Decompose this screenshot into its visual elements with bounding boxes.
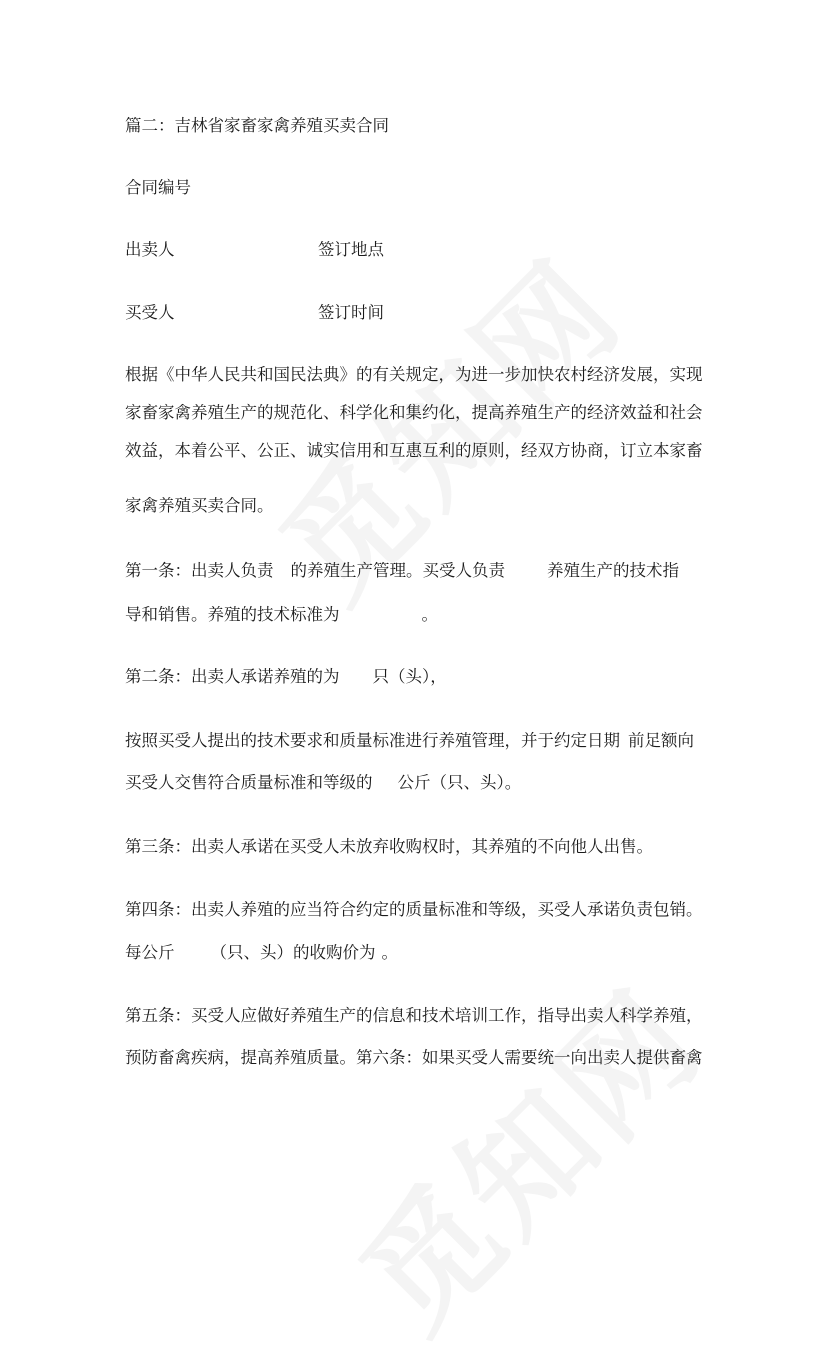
sign-time-label: 签订时间 [318, 303, 384, 322]
article-2-text: 按照买受人提出的技术要求和质量标准进行养殖管理，并于约定日期 [125, 731, 620, 750]
article-2-text: 买受人交售符合质量标准和等级的 [125, 773, 373, 792]
document-title: 篇二：吉林省家畜家禽养殖买卖合同 [125, 116, 389, 135]
article-5-line-1: 第五条：买受人应做好养殖生产的信息和技术培训工作，指导出卖人科学养殖， [125, 1006, 703, 1025]
article-4-text: （只、头）的收购价为 [210, 943, 376, 962]
buyer-label: 买受人 [125, 303, 175, 322]
article-2-text: 只（头）， [372, 667, 447, 686]
article-5-line-2: 预防畜禽疾病，提高养殖质量。第六条：如果买受人需要统一向出卖人提供畜禽 [125, 1048, 703, 1067]
preamble-line: 根据《中华人民共和国民法典》的有关规定，为进一步加快农村经济发展，实现 [125, 365, 703, 384]
seller-label: 出卖人 [125, 240, 175, 259]
article-1-line-2 [125, 605, 438, 625]
article-4-text: 每公斤 [125, 943, 175, 962]
article-1-line-1 [125, 561, 679, 581]
seller-row [125, 240, 175, 260]
article-2-text: 公斤（只、头）。 [397, 773, 522, 792]
article-1-text: 。 [421, 605, 438, 624]
article-1-text: 第一条：出卖人负责 [125, 561, 274, 580]
article-4-line-2 [125, 943, 398, 963]
article-4-line-1: 第四条：出卖人养殖的应当符合约定的质量标准和等级，买受人承诺负责包销。 [125, 900, 703, 919]
article-2-text: 第二条：出卖人承诺养殖的为 [125, 667, 340, 686]
preamble-line: 家禽养殖买卖合同。 [125, 496, 274, 515]
article-1-text: 的养殖生产管理。买受人负责 [290, 561, 505, 580]
article-1-text: 养殖生产的技术指 [547, 561, 679, 580]
article-1-text: 导和销售。养殖的技术标准为 [125, 605, 340, 624]
sign-place-label: 签订地点 [318, 240, 384, 259]
preamble-line: 效益，本着公平、公正、诚实信用和互惠互利的原则，经双方协商，订立本家畜 [125, 441, 703, 460]
article-4-text: 。 [381, 943, 398, 962]
article-2-line-2 [125, 731, 694, 751]
article-2-text: 前足额向 [628, 731, 694, 750]
contract-number-label: 合同编号 [125, 178, 191, 197]
article-2-line-3 [125, 773, 521, 793]
preamble-line: 家畜家禽养殖生产的规范化、科学化和集约化，提高养殖生产的经济效益和社会 [125, 403, 703, 422]
article-3: 第三条：出卖人承诺在买受人未放弃收购权时，其养殖的不向他人出售。 [125, 837, 653, 856]
article-2-line-1 [125, 667, 447, 687]
